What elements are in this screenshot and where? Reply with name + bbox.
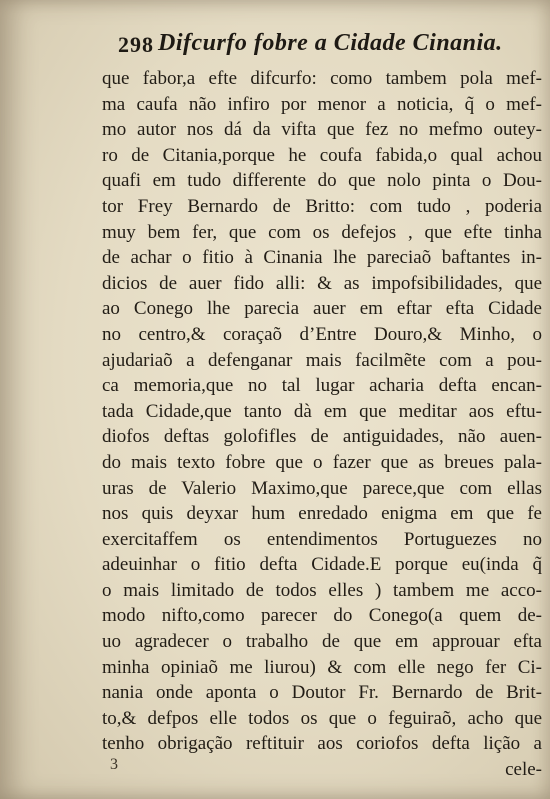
text-line: muy bem fer, que com os defejos , que efte tinha [102,221,542,243]
page-header [118,30,528,66]
text-line: tor Frey Bernardo de Britto: com tudo , poderia [102,195,542,217]
text-line: quafi em tudo differente do que nolo pinta o Dou- [102,170,542,192]
text-line: ro de Citania,porque he coufa fabida,o qual achou [102,144,542,166]
text-line: adeuinhar o fitio defta Cidade.E porque eu(inda q̃ [102,554,542,576]
text-line: no centro,& coraçaõ d’Entre Douro,& Minho, o [102,323,542,345]
page-footer [110,756,530,786]
text-line: to,& defpos elle todos os que o feguiraõ, acho que [102,707,542,729]
catchword: cele- [505,759,542,781]
text-line: ca memoria,que no tal lugar acharia defta encan- [102,375,542,397]
text-line: nos quis deyxar hum enredado enigma em que fe [102,503,542,525]
page-number: 298 [118,32,154,57]
text-line: mo autor nos dá da vifta que fez no mefmo outey- [102,119,542,141]
text-line: ao Conego lhe parecia auer em eftar efta Cidade [102,298,542,320]
text-line: uo agradecer o trabalho de que em approuar efta [102,631,542,653]
running-head: Difcurfo fobre a Cidade Cinania. [158,30,503,56]
text-line: que fabor,a efte difcurfo: como tambem pola mef- [102,68,542,89]
text-line: ma caufa não infiro por menor a noticia, q̃ o mef- [102,93,542,115]
text-line: diofos deftas golofifles de antiguidades, não auen- [102,426,542,448]
text-line: tenho obrigação reftituir aos coriofos defta lição a [102,733,542,755]
text-line: minha opiniaõ me liurou) & com elle nego fer Ci- [102,656,542,678]
footer-mark: 3 [110,756,118,773]
body-text [102,66,542,783]
text-line: exercitaffem os entendimentos Portuguezes no [102,528,542,550]
text-line: do mais texto fobre que o fazer que as breues pala- [102,451,542,473]
text-line: uras de Valerio Maximo,que parece,que com ellas [102,477,542,499]
text-line: modo nifto,como parecer do Conego(a quem de- [102,605,542,627]
text-line: o mais limitado de todos elles ) tambem me acco- [102,579,542,601]
text-line: ajudariaõ a defenganar mais facilmẽte com a pou- [102,349,542,371]
text-line: de achar o fitio à Cinania lhe pareciaõ baftantes in- [102,247,542,269]
text-line: dicios de auer fido alli: & as impofsibilidades, que [102,272,542,294]
text-line: tada Cidade,que tanto dà em que meditar aos eftu- [102,400,542,422]
text-line: nania onde aponta o Doutor Fr. Bernardo de Brit- [102,682,542,704]
